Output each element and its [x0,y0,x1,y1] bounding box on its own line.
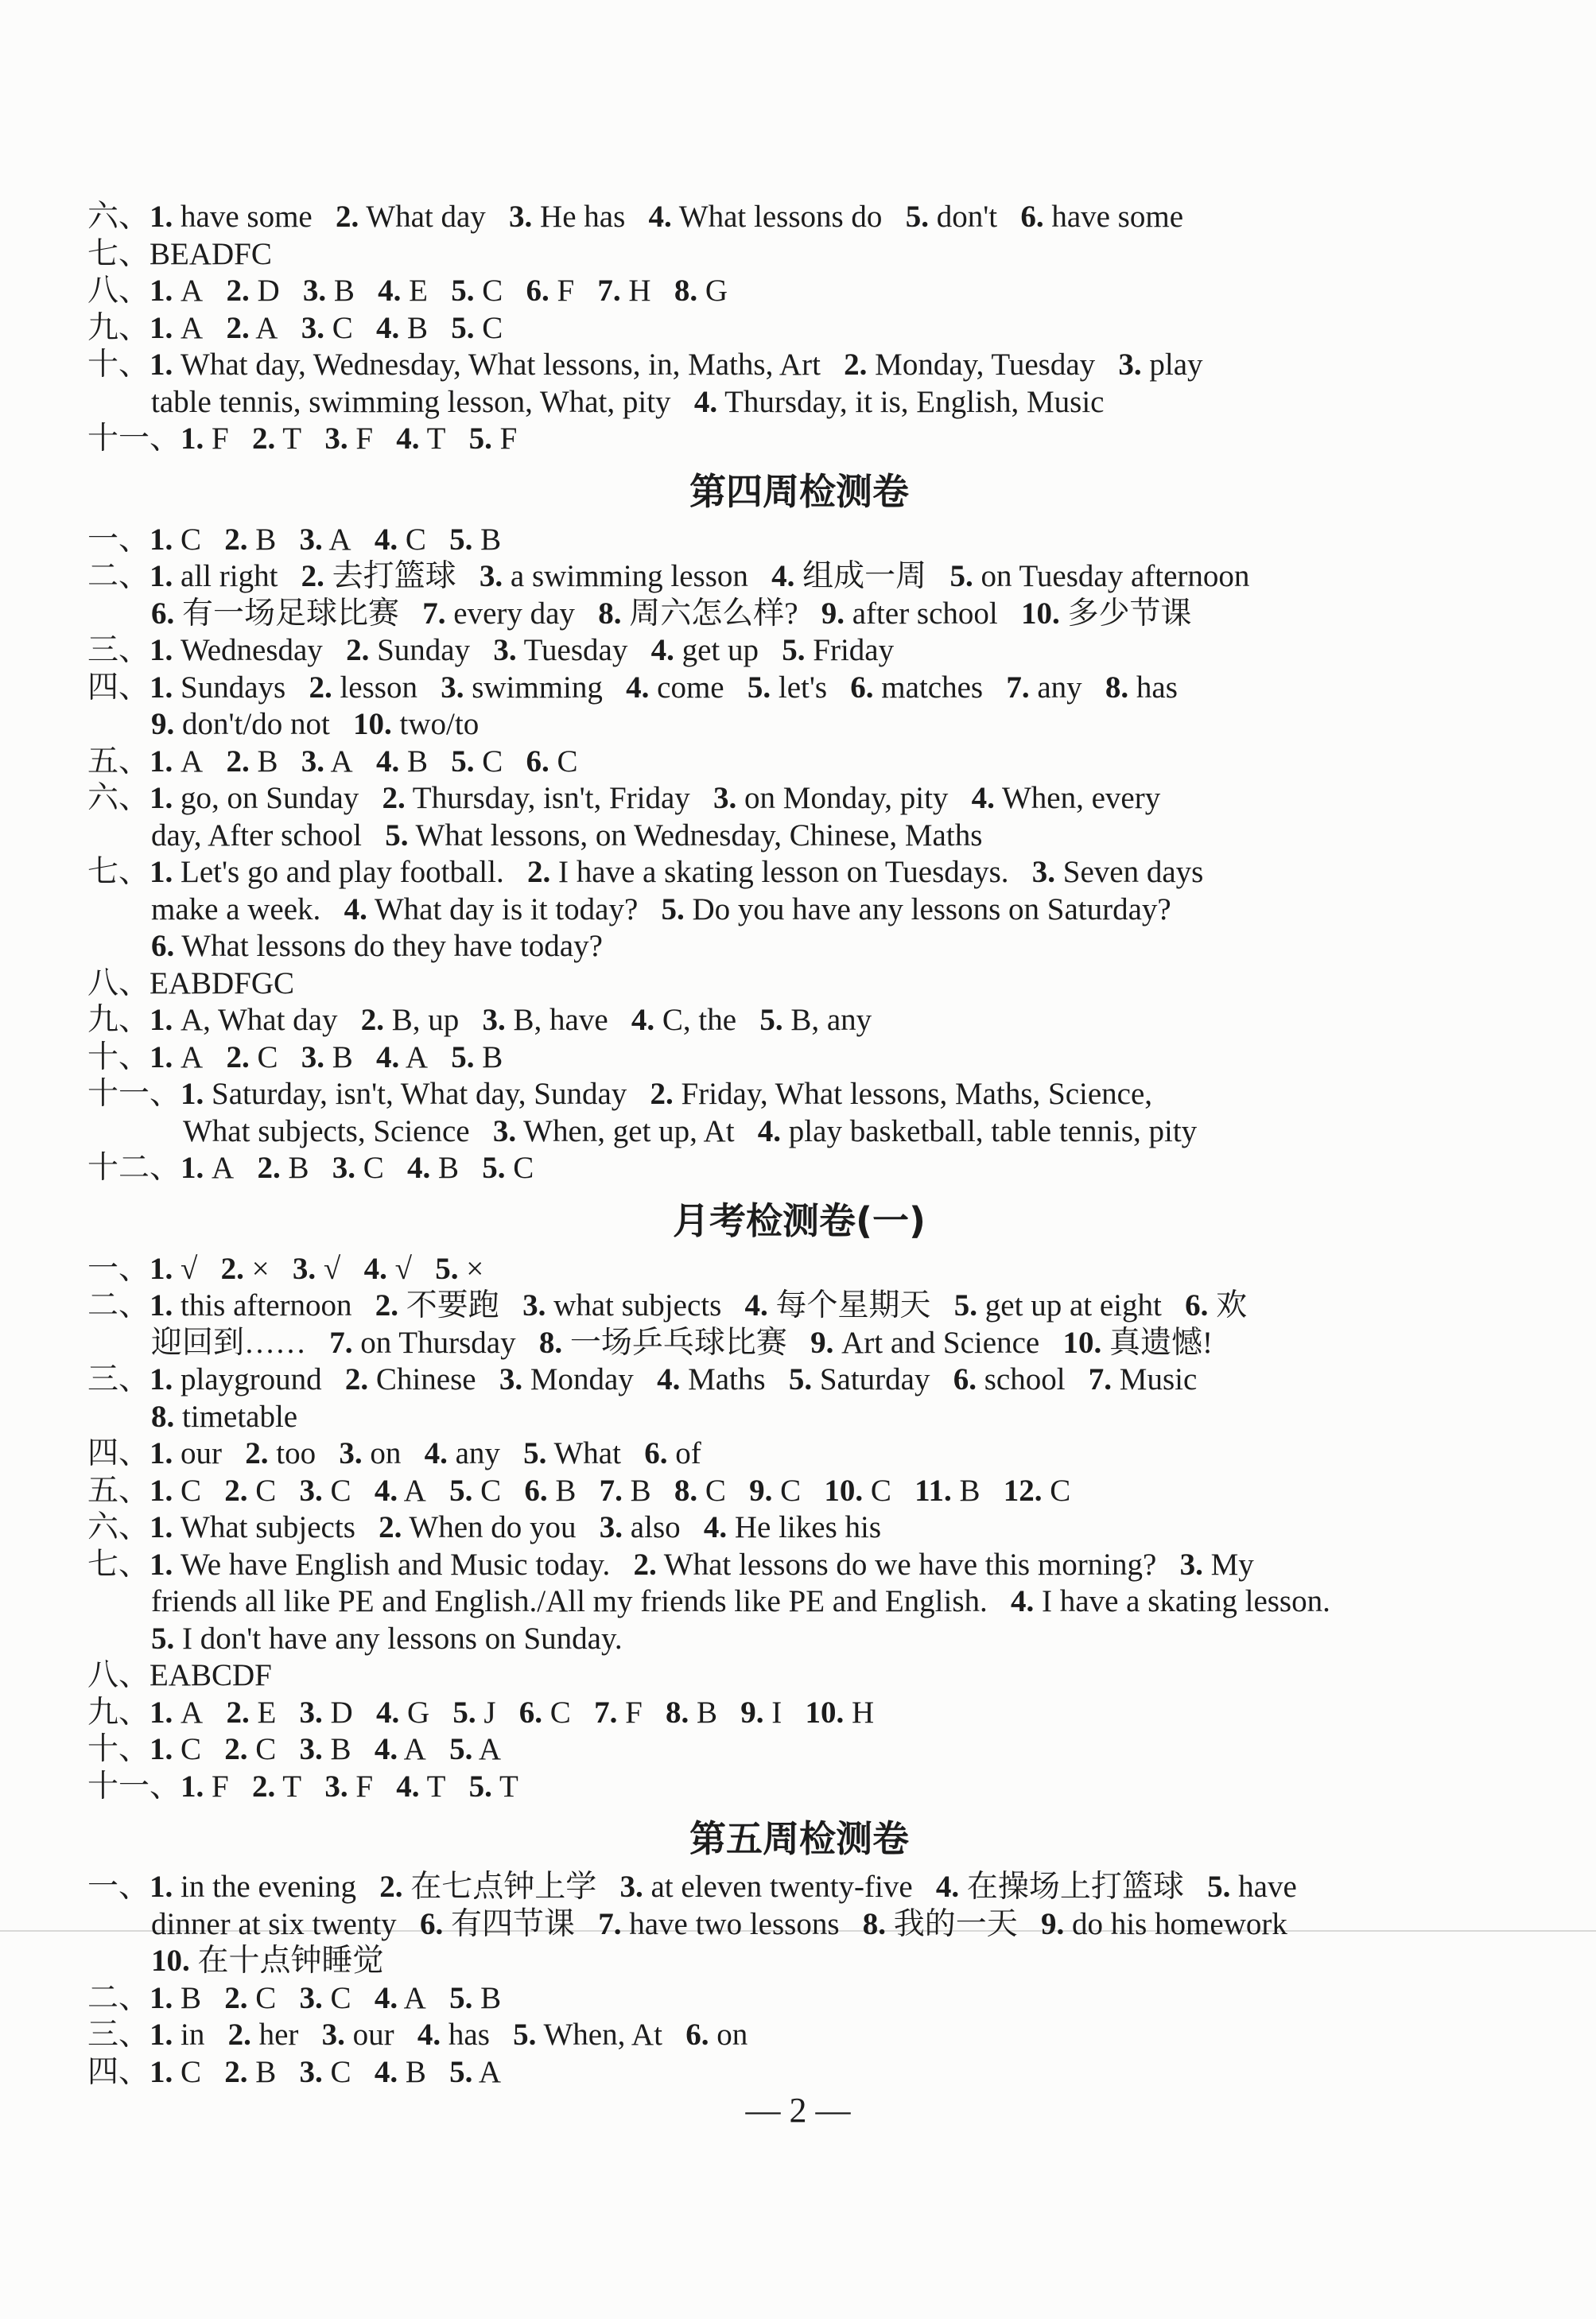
answer-line: 8. timetable [151,1399,298,1434]
answer-content [87,199,1511,2091]
answer-line: 十一、1. F 2. T 3. F 4. T 5. T [87,1769,518,1804]
answer-line: 十、1. C 2. C 3. B 4. A 5. A [87,1732,502,1766]
answer-line: 9. don't/do not 10. two/to [151,707,480,741]
answer-line: 六、1. What subjects 2. When do you 3. also 4. He likes his [87,1510,882,1544]
answer-line: 二、1. all right 2. 去打篮球 3. a swimming lesson 4. 组成一周 5. on Tuesday afternoon [87,559,1250,593]
answer-line: 三、1. in 2. her 3. our 4. has 5. When, At 6. on [87,2018,748,2052]
answer-line: friends all like PE and English./All my friends like PE and English. 4. I have a skating lesson. [151,1584,1330,1618]
section-heading: 第五周检测卷 [689,1817,909,1860]
answer-line: make a week. 4. What day is it today? 5. Do you have any lessons on Saturday? [151,891,1171,926]
answer-line: 六、1. go, on Sunday 2. Thursday, isn't, Friday 3. on Monday, pity 4. When, every [87,781,1161,815]
answer-line: What subjects, Science 3. When, get up, At 4. play basketball, table tennis, pity [183,1113,1198,1148]
answer-line: 七、1. Let's go and play football. 2. I have a skating lesson on Tuesdays. 3. Seven days [87,855,1204,889]
answer-line: table tennis, swimming lesson, What, pity 4. Thursday, it is, English, Music [151,384,1105,419]
answer-line: 一、1. C 2. B 3. A 4. C 5. B [87,522,502,557]
answer-line: 十一、1. F 2. T 3. F 4. T 5. F [87,421,518,456]
answer-line: 5. I don't have any lessons on Sunday. [151,1621,623,1656]
answer-line: 六、1. have some 2. What day 3. He has 4. What lessons do 5. don't 6. have some [87,200,1184,234]
answer-line: 10. 在十点钟睡觉 [151,1944,384,1978]
answer-line: 五、1. C 2. C 3. C 4. A 5. C 6. B 7. B 8. C 9. C 10. C 11. B 12. C [87,1473,1071,1508]
answer-line: 十、1. A 2. C 3. B 4. A 5. B [87,1039,503,1074]
answer-line: 一、1. in the evening 2. 在七点钟上学 3. at eleven twenty-five 4. 在操场上打篮球 5. have [87,1870,1297,1904]
answer-line: 6. What lessons do they have today? [151,929,603,963]
answer-line: 十二、1. A 2. B 3. C 4. B 5. C [87,1151,534,1185]
answer-line: 八、EABCDF [87,1658,272,1692]
page-number: — 2 — [745,2091,851,2130]
answer-line: 七、1. We have English and Music today. 2. What lessons do we have this morning? 3. My [87,1547,1254,1582]
answer-line: 一、1. √ 2. × 3. √ 4. √ 5. × [87,1251,484,1286]
answer-line: day, After school 5. What lessons, on Wednesday, Chinese, Maths [151,818,983,853]
answer-line: 四、1. our 2. too 3. on 4. any 5. What 6. of [87,1436,701,1470]
answer-line: 二、1. this afternoon 2. 不要跑 3. what subjects 4. 每个星期天 5. get up at eight 6. 欢 [87,1288,1248,1323]
answer-line: 八、EABDFGC [87,965,295,1000]
answer-line: 八、1. A 2. D 3. B 4. E 5. C 6. F 7. H 8. G [87,274,728,308]
answer-line: 九、1. A 2. E 3. D 4. G 5. J 6. C 7. F 8. B 9. I 10. H [87,1695,875,1730]
answer-line: 二、1. B 2. C 3. C 4. A 5. B [87,1980,502,2015]
answer-line: 三、1. Wednesday 2. Sunday 3. Tuesday 4. get up 5. Friday [87,633,895,667]
answer-line: 6. 有一场足球比赛 7. every day 8. 周六怎么样? 9. after school 10. 多少节课 [151,596,1192,631]
answer-line: 七、BEADFC [87,236,272,271]
answer-line: 五、1. A 2. B 3. A 4. B 5. C 6. C [87,744,578,779]
answer-line: 四、1. C 2. B 3. C 4. B 5. A [87,2054,502,2089]
answer-line: dinner at six twenty 6. 有四节课 7. have two lessons 8. 我的一天 9. do his homework [151,1906,1287,1941]
answer-line: 迎回到…… 7. on Thursday 8. 一场乒乓球比赛 9. Art and Science 10. 真遗憾! [151,1325,1213,1360]
section-heading: 第四周检测卷 [689,469,909,513]
section-heading: 月考检测卷(一) [672,1198,926,1242]
answer-line: 四、1. Sundays 2. lesson 3. swimming 4. come 5. let's 6. matches 7. any 8. has [87,670,1178,705]
answer-line: 十一、1. Saturday, isn't, What day, Sunday 2. Friday, What lessons, Maths, Science, [87,1077,1153,1111]
answer-line: 十、1. What day, Wednesday, What lessons, in, Maths, Art 2. Monday, Tuesday 3. play [87,348,1203,382]
answer-line: 三、1. playground 2. Chinese 3. Monday 4. Maths 5. Saturday 6. school 7. Music [87,1362,1198,1396]
answer-line: 九、1. A, What day 2. B, up 3. B, have 4. C, the 5. B, any [87,1003,872,1037]
answer-line: 九、1. A 2. A 3. C 4. B 5. C [87,310,503,345]
